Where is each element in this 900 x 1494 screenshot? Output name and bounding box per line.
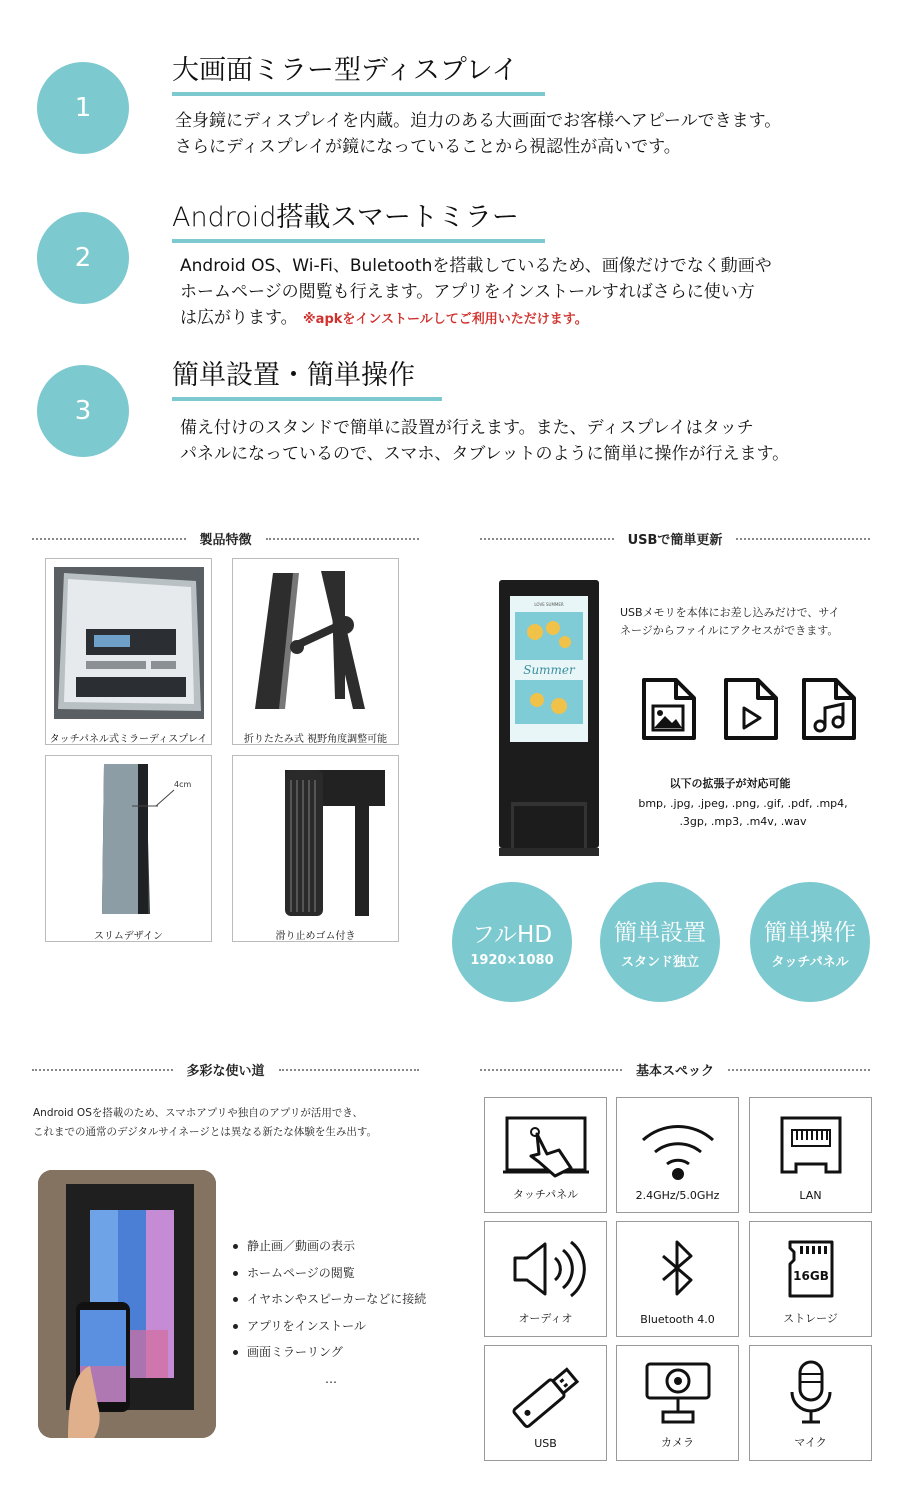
extension-title: 以下の拡張子が対応可能: [669, 777, 791, 790]
slim-design-photo: [46, 756, 211, 916]
spec-label: カメラ: [661, 1436, 694, 1449]
feature-card-foldable: [232, 558, 399, 745]
list-item: ホームページの閲覧: [233, 1260, 426, 1287]
product-features-heading: 製品特徴: [32, 529, 419, 548]
list-item: 静止画／動画の表示: [233, 1233, 426, 1260]
badge-easy-operation: 簡単操作 タッチパネル: [750, 882, 870, 1002]
touch-panel-icon: [501, 1110, 591, 1180]
microphone-icon: [766, 1358, 856, 1428]
uses-heading: 多彩な使い道: [32, 1060, 419, 1079]
rubber-foot-photo: [233, 756, 398, 916]
spec-storage: [749, 1221, 872, 1337]
spec-wifi: [616, 1097, 739, 1213]
camera-icon: [633, 1358, 723, 1428]
spec-label: LAN: [799, 1189, 822, 1202]
svg-text:LOVE SUMMER: LOVE SUMMER: [534, 602, 564, 607]
list-item: イヤホンやスピーカーなどに接続: [233, 1286, 426, 1313]
list-item: 画面ミラーリング: [233, 1339, 426, 1366]
spec-audio: [484, 1221, 607, 1337]
feature-card-rubber: [232, 755, 399, 942]
feature-number-1: 1: [37, 62, 129, 154]
speaker-icon: [501, 1234, 591, 1304]
uses-list: [233, 1233, 426, 1366]
touch-mirror-photo: [46, 559, 211, 719]
usb-heading: USBで簡単更新: [480, 529, 870, 548]
feature-title-3: 簡単設置・簡単操作: [172, 360, 415, 391]
feature-title-2: Android搭載スマートミラー: [172, 202, 519, 233]
video-file-icon: [720, 676, 780, 744]
signage-product-image: [497, 580, 601, 880]
uses-description: Android OSを搭載のため、スマホアプリや独自のアプリが活用でき、 これまでの通常のデジタルサイネージとは異なる新たな体験を生み出す。: [33, 1107, 377, 1138]
badge-easy-setup: 簡単設置 スタンド独立: [600, 882, 720, 1002]
feature-underline-2: [172, 239, 545, 243]
badge-full-hd: フルHD 1920×1080: [452, 882, 572, 1002]
spec-label: オーディオ: [518, 1312, 573, 1325]
svg-text:Summer: Summer: [523, 663, 575, 677]
feature-title-1: 大画面ミラー型ディスプレイ: [172, 55, 519, 86]
usb-icon: [501, 1358, 591, 1428]
foldable-stand-photo: [233, 559, 398, 719]
feature-desc-2: Android OS、Wi-Fi、Buletoothを搭載しているため、画像だけでなく動画や ホームページの閲覧も行えます。アプリをインストールすればさらに使い方 は広がります。 ※apkをインストールしてご利用いただけます。: [180, 256, 772, 328]
feature-desc-1: 全身鏡にディスプレイを内蔵。迫力のある大画面でお客様へアピールできます。 さらにディスプレイが鏡になっていることから視認性が高いです。: [175, 111, 782, 157]
spec-label: マイク: [794, 1436, 827, 1449]
spec-usb: [484, 1345, 607, 1461]
feature-desc-3: 備え付けのスタンドで簡単に設置が行えます。また、ディスプレイはタッチ パネルになっているので、スマホ、タブレットのように簡単に操作が行えます。: [180, 418, 790, 464]
specs-heading: 基本スペック: [480, 1060, 870, 1079]
uses-photo: [38, 1170, 216, 1438]
spec-label: Bluetooth 4.0: [640, 1313, 715, 1326]
spec-label: ストレージ: [783, 1312, 838, 1325]
spec-label: 2.4GHz/5.0GHz: [635, 1189, 720, 1202]
extension-list: bmp, .jpg, .jpeg, .png, .gif, .pdf, .mp4, .3gp, .mp3, .m4v, .wav: [638, 797, 848, 828]
spec-touch-panel: [484, 1097, 607, 1213]
audio-file-icon: [798, 676, 858, 744]
apk-note: ※apkをインストールしてご利用いただけます。: [303, 312, 588, 327]
feature-underline-3: [172, 397, 442, 401]
image-file-icon: [638, 676, 698, 744]
uses-more: …: [325, 1372, 337, 1386]
list-item: アプリをインストール: [233, 1313, 426, 1340]
card-caption: タッチパネル式ミラーディスプレイ: [49, 734, 208, 745]
card-caption: 折りたたみ式 視野角度調整可能: [243, 734, 388, 745]
spec-bluetooth: [616, 1221, 739, 1337]
spec-label: タッチパネル: [512, 1188, 579, 1201]
bluetooth-icon: [633, 1234, 723, 1304]
usb-description: USBメモリを本体にお差し込みだけで、サイ ネージからファイルにアクセスができます。: [620, 606, 840, 637]
spec-microphone: [749, 1345, 872, 1461]
feature-card-slim: [45, 755, 212, 942]
spec-label: USB: [534, 1437, 557, 1450]
feature-number-2: 2: [37, 212, 129, 304]
feature-card-touch-mirror: [45, 558, 212, 745]
lan-port-icon: [766, 1110, 856, 1180]
spec-camera: [616, 1345, 739, 1461]
spec-lan: [749, 1097, 872, 1213]
feature-number-3: 3: [37, 365, 129, 457]
wifi-icon: [633, 1110, 723, 1180]
sd-card-icon: [766, 1234, 856, 1304]
feature-underline-1: [172, 92, 545, 96]
card-caption: スリムデザイン: [93, 931, 164, 942]
svg-text:16GB: 16GB: [792, 1269, 829, 1283]
svg-text:4cm: 4cm: [174, 780, 192, 789]
card-caption: 滑り止めゴム付き: [275, 931, 356, 942]
